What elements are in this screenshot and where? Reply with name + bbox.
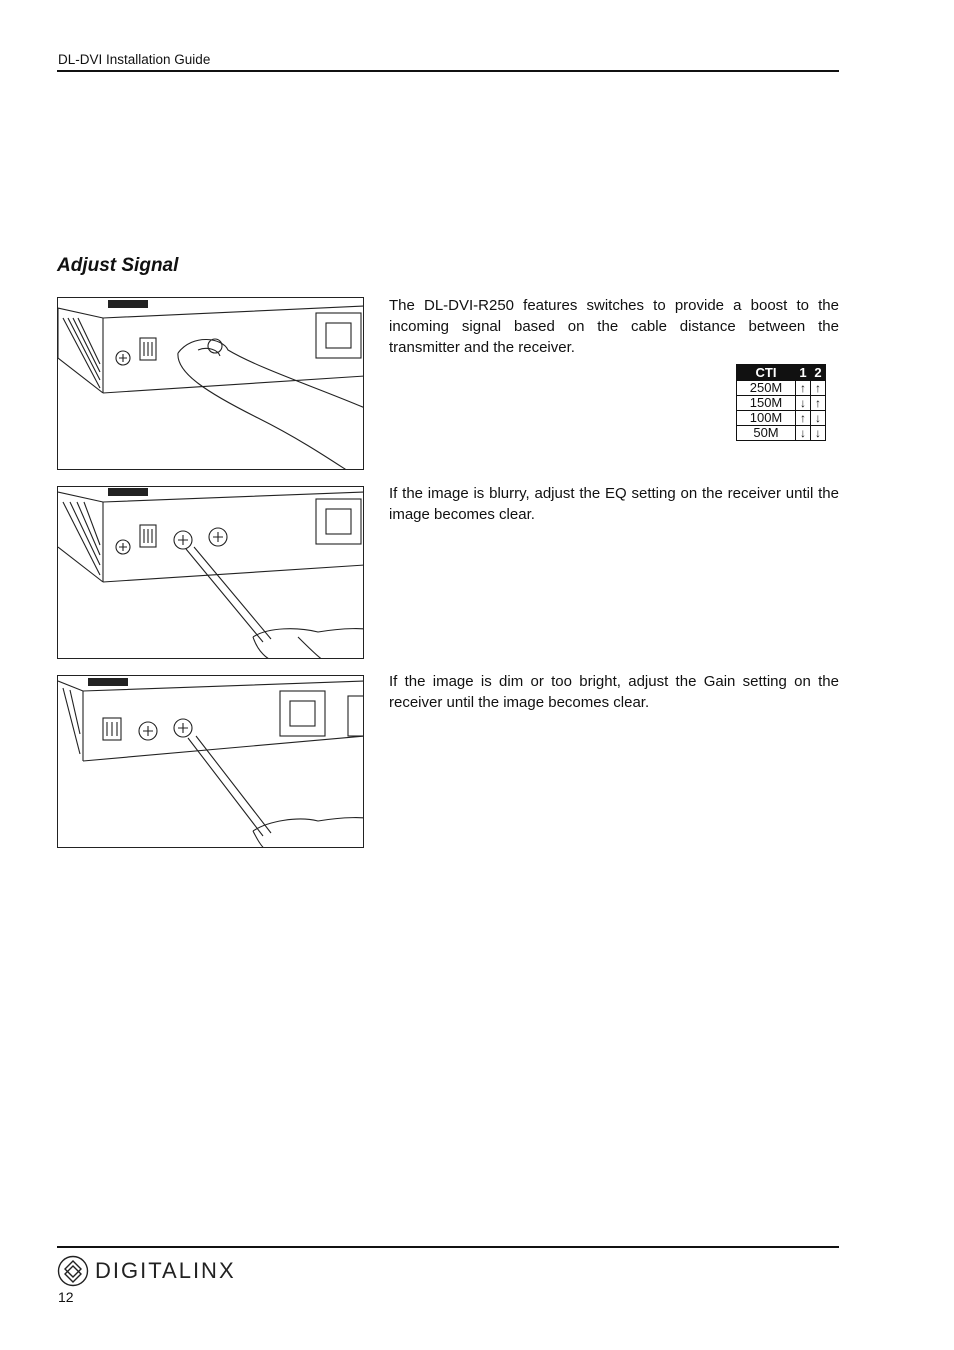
table-cell-switch-1: ↓: [796, 396, 811, 411]
table-header-switch-2: 2: [811, 365, 826, 381]
finger-switch-drawing: [58, 298, 364, 470]
figure-switch-illustration: [57, 297, 364, 470]
screwdriver-gain-drawing: [58, 676, 364, 848]
header-rule: [57, 70, 839, 72]
table-cell-switch-1: ↑: [796, 381, 811, 396]
table-row: [737, 381, 826, 396]
screwdriver-eq-drawing: [58, 487, 364, 659]
table-cell-switch-2: ↑: [811, 396, 826, 411]
table-cell-switch-1: ↓: [796, 426, 811, 441]
table-header-switch-1: 1: [796, 365, 811, 381]
table-cell-distance: 250M: [737, 381, 796, 396]
table-row: [737, 411, 826, 426]
digitalinx-logo-text: DIGITALINX: [95, 1258, 236, 1283]
table-cell-distance: 150M: [737, 396, 796, 411]
page-number: 12: [58, 1289, 74, 1305]
table-row: [737, 426, 826, 441]
paragraph-switch-info: The DL-DVI-R250 features switches to provide a boost to the incoming signal based on the cable distance between the transmitter and the receiver.: [389, 297, 839, 356]
table-cell-switch-2: ↓: [811, 426, 826, 441]
section-title: Adjust Signal: [57, 255, 179, 276]
paragraph-eq-info: If the image is blurry, adjust the EQ setting on the receiver until the image becomes clear.: [389, 485, 839, 523]
paragraph-gain-info: If the image is dim or too bright, adjust the Gain setting on the receiver until the image becomes clear.: [389, 673, 839, 711]
header-title: DL-DVI Installation Guide: [58, 52, 211, 67]
figure-gain-illustration: [57, 675, 364, 848]
table-cell-switch-2: ↑: [811, 381, 826, 396]
footer-rule: [57, 1246, 839, 1248]
table-cell-switch-2: ↓: [811, 411, 826, 426]
table-cell-distance: 50M: [737, 426, 796, 441]
table-cell-distance: 100M: [737, 411, 796, 426]
table-row: [737, 396, 826, 411]
table-header-cti: CTI: [737, 365, 796, 381]
table-cell-switch-1: ↑: [796, 411, 811, 426]
table-header-row: [737, 365, 826, 381]
cti-switch-table: [736, 364, 826, 441]
digitalinx-logo-icon: [57, 1255, 89, 1287]
figure-eq-illustration: [57, 486, 364, 659]
